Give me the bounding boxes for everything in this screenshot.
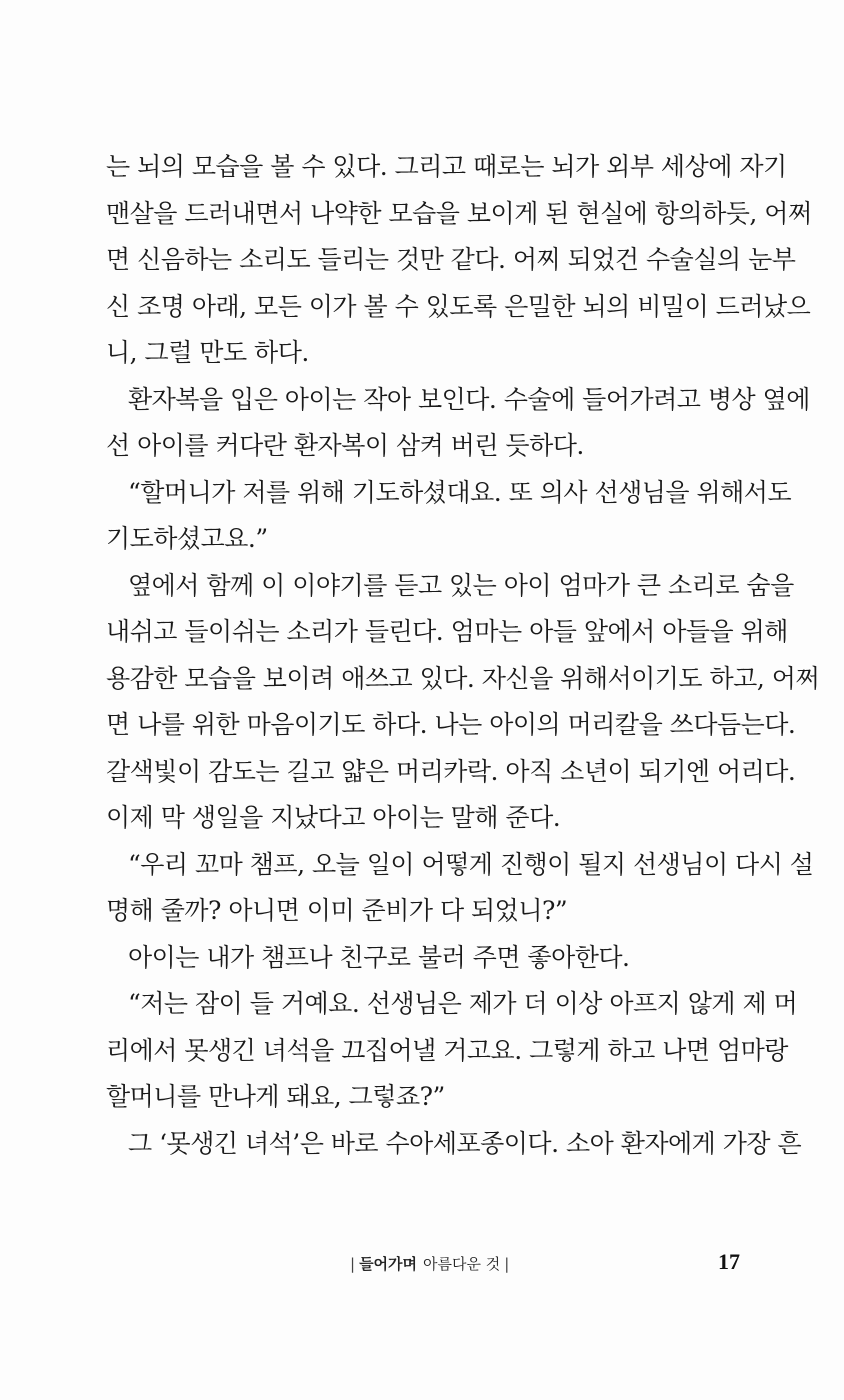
text-line: 신 조명 아래, 모든 이가 볼 수 있도록 은밀한 뇌의 비밀이 드러났으 <box>106 291 811 321</box>
text-line: “저는 잠이 들 거예요. 선생님은 제가 더 이상 아프지 않게 제 머 <box>128 989 798 1018</box>
text-line: 는 뇌의 모습을 볼 수 있다. 그리고 때로는 뇌가 외부 세상에 자기 <box>106 152 787 181</box>
text-line: 그 ‘못생긴 녀석’은 바로 수아세포종이다. 소아 환자에게 가장 흔 <box>128 1128 802 1158</box>
text-line: 갈색빛이 감도는 길고 얇은 머리카락. 아직 소년이 되기엔 어리다. <box>106 756 796 786</box>
running-footer <box>346 1253 513 1274</box>
footer-chapter-title: 아름다운 것 <box>423 1255 501 1273</box>
page-number: 17 <box>718 1249 740 1274</box>
text-line: 아이는 내가 챔프나 친구로 불러 주면 좋아한다. <box>128 942 630 972</box>
text-line: 니, 그럴 만도 하다. <box>106 338 309 367</box>
text-line: “우리 꼬마 챔프, 오늘 일이 어떻게 진행이 될지 선생님이 다시 설 <box>128 849 814 879</box>
footer-separator-right: | <box>504 1255 510 1273</box>
text-line: “할머니가 저를 위해 기도하셨대요. 또 의사 선생님을 위해서도 <box>128 477 792 507</box>
text-line: 이제 막 생일을 지났다고 아이는 말해 준다. <box>106 803 561 832</box>
text-line: 옆에서 함께 이 이야기를 듣고 있는 아이 엄마가 큰 소리로 숨을 <box>128 570 794 600</box>
text-line: 할머니를 만나게 돼요, 그렇죠?” <box>106 1082 445 1111</box>
text-line: 환자복을 입은 아이는 작아 보인다. 수술에 들어가려고 병상 옆에 <box>128 384 810 414</box>
footer-separator-left: | <box>350 1255 356 1273</box>
footer-section-title: 들어가며 <box>359 1255 418 1273</box>
text-line: 내쉬고 들이쉬는 소리가 들린다. 엄마는 아들 앞에서 아들을 위해 <box>106 617 788 646</box>
body-text <box>106 144 820 1167</box>
text-line: 기도하셨고요.” <box>106 524 268 553</box>
text-line: 리에서 못생긴 녀석을 끄집어낼 거고요. 그렇게 하고 나면 엄마랑 <box>106 1035 788 1065</box>
text-line: 맨살을 드러내면서 나약한 모습을 보이게 된 현실에 항의하듯, 어쩌 <box>106 198 812 228</box>
text-line: 용감한 모습을 보이려 애쓰고 있다. 자신을 위해서이기도 하고, 어쩌 <box>106 663 820 693</box>
text-line: 명해 줄까? 아니면 이미 준비가 다 되었니?” <box>106 896 568 925</box>
text-line: 면 나를 위한 마음이기도 하다. 나는 아이의 머리칼을 쓰다듬는다. <box>106 710 796 739</box>
text-line: 면 신음하는 소리도 들리는 것만 같다. 어찌 되었건 수술실의 눈부 <box>106 245 796 274</box>
text-line: 선 아이를 커다란 환자복이 삼켜 버린 듯하다. <box>106 431 584 460</box>
